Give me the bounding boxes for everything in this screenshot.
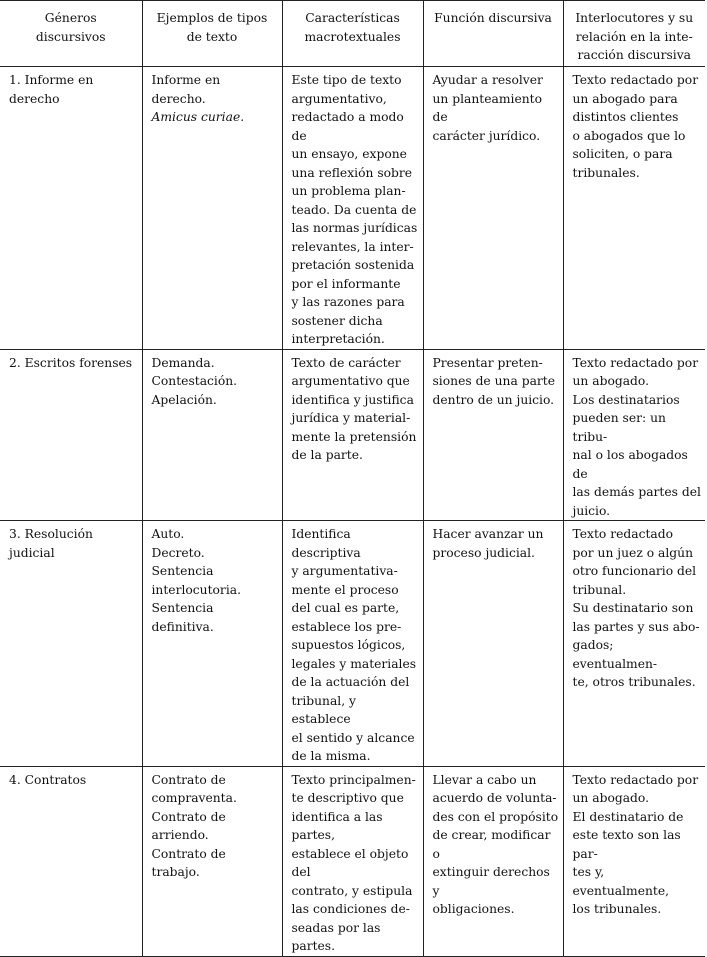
table-row: [0, 521, 705, 767]
cell-characteristics: Texto principalmen- te descriptivo que identifica a las partes, establece el objeto del contrato, y estipula las condiciones de- seadas por las partes.: [282, 766, 423, 956]
table-row: [0, 766, 705, 956]
cell-interlocutors: Texto redactado por un juez o algún otro funcionario del tribunal. Su destinatario son las partes y sus abo- gados; eventualmen- te, otros tribunales.: [563, 521, 705, 767]
table-header: [0, 1, 705, 67]
header-characteristics: Características macrotextuales: [282, 1, 423, 67]
cell-examples: Auto. Decreto. Sentencia interlocutoria. Sentencia definitiva.: [142, 521, 282, 767]
cell-function: Presentar preten- siones de una parte dentro de un juicio.: [423, 349, 563, 521]
cell-genre: 1. Informe en derecho: [0, 67, 142, 350]
cell-genre: 3. Resolución judicial: [0, 521, 142, 767]
cell-characteristics: Este tipo de texto argumentativo, redactado a modo de un ensayo, expone una reflexión sobre un problema plan- teado. Da cuenta de las normas jurídicas relevantes, la inter- pretación sostenida por el informante y las razones para sostener dicha interpretación.: [282, 67, 423, 350]
cell-examples: [142, 67, 282, 350]
cell-examples: Demanda. Contestación. Apelación.: [142, 349, 282, 521]
cell-function: Ayudar a resolver un planteamiento de carácter jurídico.: [423, 67, 563, 350]
table-row: [0, 67, 705, 350]
cell-interlocutors: Texto redactado por un abogado. El destinatario de este texto son las par- tes y, eventualmente, los tribunales.: [563, 766, 705, 956]
examples-text: Informe en derecho.: [151, 73, 221, 106]
header-examples: Ejemplos de tipos de texto: [142, 1, 282, 67]
cell-examples: Contrato de compraventa. Contrato de arriendo. Contrato de trabajo.: [142, 766, 282, 956]
cell-genre: 4. Contratos: [0, 766, 142, 956]
table-row: [0, 349, 705, 521]
header-function: Función discursiva: [423, 1, 563, 67]
examples-italic-text: Amicus curiae.: [151, 110, 245, 124]
cell-characteristics: Identifica descriptiva y argumentativa- mente el proceso del cual es parte, establece los pre- supuestos lógicos, legales y materiales de la actuación del tribunal, y establece el sentido y alcance de la misma.: [282, 521, 423, 767]
cell-function: Hacer avanzar un proceso judicial.: [423, 521, 563, 767]
cell-function: Llevar a cabo un acuerdo de volunta- des con el propósito de crear, modificar o extinguir derechos y obligaciones.: [423, 766, 563, 956]
cell-interlocutors: Texto redactado por un abogado para distintos clientes o abogados que lo soliciten, o para tribunales.: [563, 67, 705, 350]
cell-genre: 2. Escritos forenses: [0, 349, 142, 521]
cell-interlocutors: Texto redactado por un abogado. Los destinatarios pueden ser: un tribu- nal o los abogados de las demás partes del juicio.: [563, 349, 705, 521]
header-genres: Géneros discursivos: [0, 1, 142, 67]
header-interlocutors: Interlocutores y su relación en la inte- racción discursiva: [563, 1, 705, 67]
cell-characteristics: Texto de carácter argumentativo que identifica y justifica jurídica y material- mente la pretensión de la parte.: [282, 349, 423, 521]
